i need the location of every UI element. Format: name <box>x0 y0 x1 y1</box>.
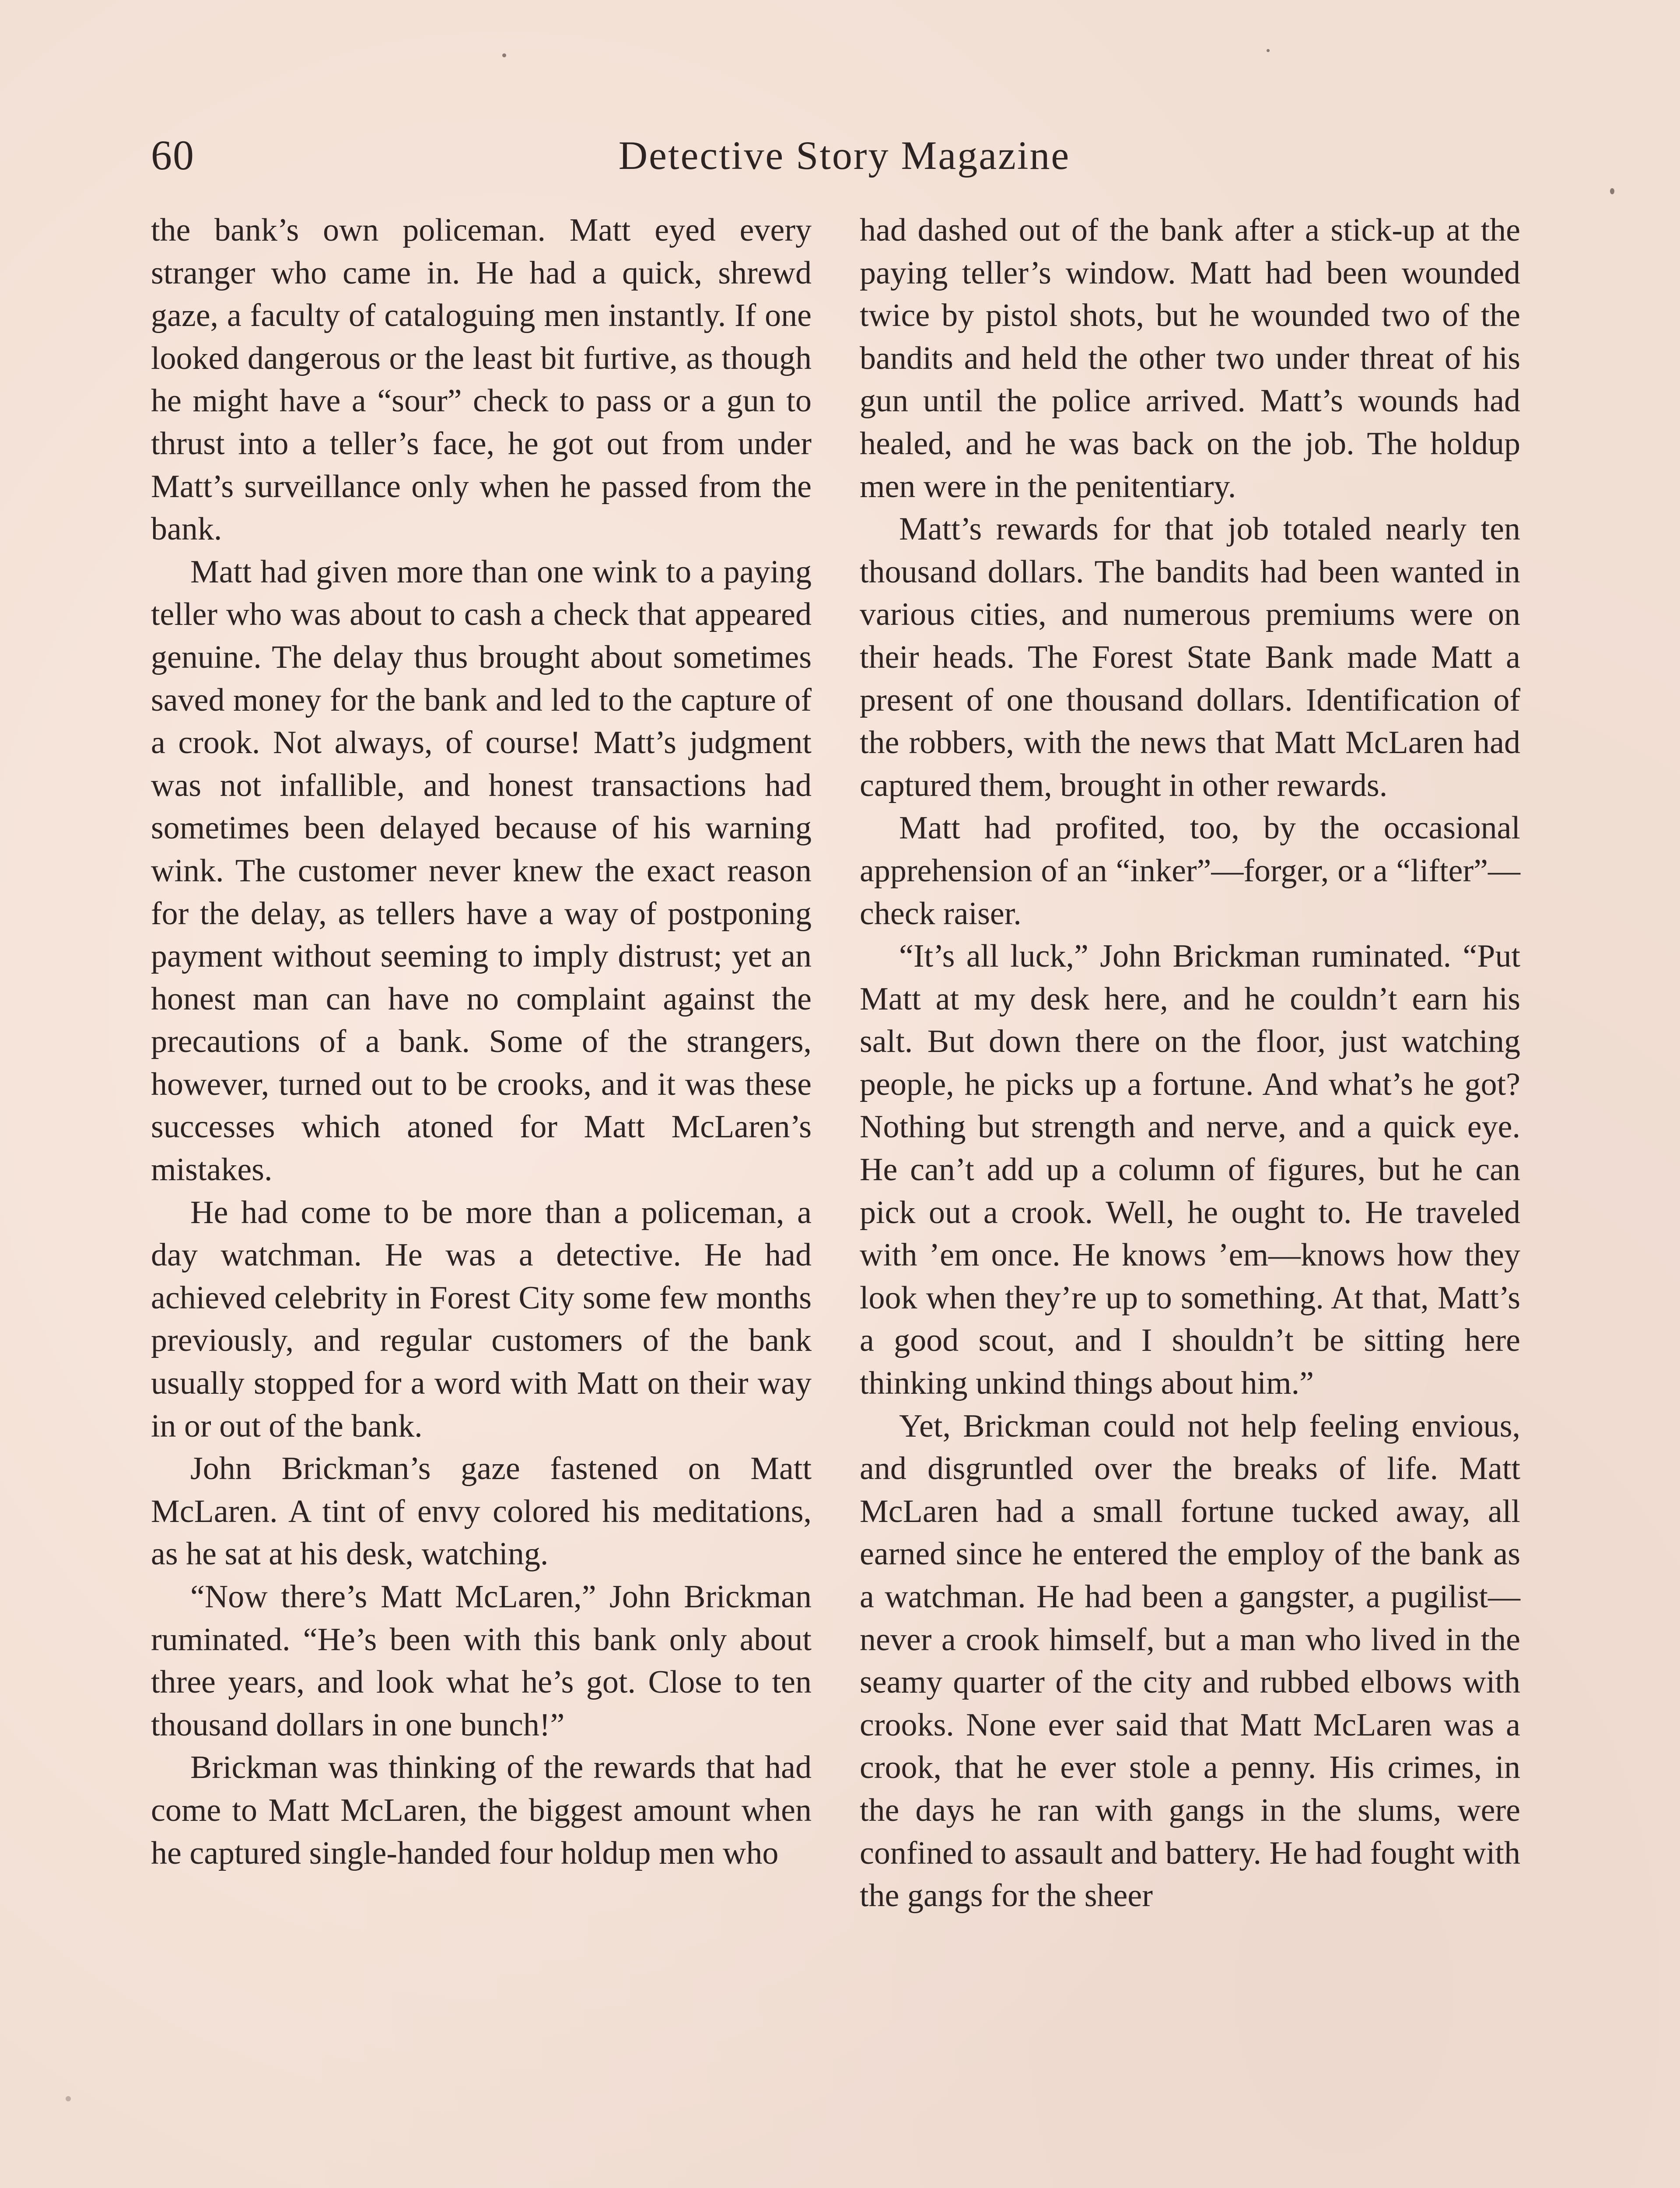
right-column <box>860 209 1520 1918</box>
paragraph: John Brickman’s gaze fastened on Matt McLaren. A tint of envy colored his meditations, as he sat at his desk, watching. <box>151 1451 812 1572</box>
paragraph: Matt had given more than one wink to a paying teller who was about to cash a check that appeared genuine. The delay thus brought about sometimes saved money for the bank and led to the capture of a crook. Not always, of course! Matt’s judgment was not infallible, and honest transactions had sometimes been delayed because of his warning wink. The customer never knew the exact reason for the delay, as tellers have a way of postponing payment without seeming to imply distrust; yet an honest man can have no complaint against the precautions of a bank. Some of the strangers, however, turned out to be crooks, and it was these successes which atoned for Matt McLaren’s mistakes. <box>151 554 812 1188</box>
paragraph: Matt’s rewards for that job totaled nearly ten thousand dollars. The bandits had been wanted in various cities, and numerous premiums were on their heads. The Forest State Bank made Matt a present of one thousand dollars. Identification of the robbers, with the news that Matt McLaren had captured them, brought in other rewards. <box>860 511 1520 803</box>
paragraph: Brickman was thinking of the rewards that had come to Matt McLaren, the biggest amount when he captured single-handed four holdup men who <box>151 1750 812 1871</box>
paragraph: He had come to be more than a policeman, a day watchman. He was a detective. He had achieved celebrity in Forest City some few months previously, and regular customers of the bank usually stopped for a word with Matt on their way in or out of the bank. <box>151 1194 812 1444</box>
page-number: 60 <box>151 132 195 179</box>
paragraph: had dashed out of the bank after a stick-up at the paying teller’s window. Matt had been wounded twice by pistol shots, but he wounded two of the bandits and held the other two under threat of his gun until the police arrived. Matt’s wounds had healed, and he was back on the job. The holdup men were in the penitentiary. <box>860 212 1520 505</box>
paper-speck <box>1610 188 1614 194</box>
paragraph: Matt had profited, too, by the occasional apprehension of an “inker”—forger, or a “lifter”—check raiser. <box>860 810 1520 932</box>
paragraph: Yet, Brickman could not help feeling envious, and disgruntled over the breaks of life. Matt McLaren had a small fortune tucked away, all earned since he entered the employ of the bank as a watchman. He had been a gangster, a pugilist—never a crook himself, but a man who lived in the seamy quarter of the city and rubbed elbows with crooks. None ever said that Matt McLaren was a crook, that he ever stole a penny. His crimes, in the days he ran with gangs in the slums, were confined to assault and battery. He had fought with the gangs for the sheer <box>860 1408 1520 1914</box>
page-header <box>151 129 1538 186</box>
paper-speck <box>1267 49 1270 52</box>
running-head: Detective Story Magazine <box>618 133 1071 178</box>
paper-speck <box>502 53 506 57</box>
paper-speck <box>66 2096 71 2101</box>
paragraph: the bank’s own policeman. Matt eyed every stranger who came in. He had a quick, shrewd gaze, a faculty of cataloguing men instantly. If one looked dangerous or the least bit furtive, as though he might have a “sour” check to pass or a gun to thrust into a teller’s face, he got out from under Matt’s surveillance only when he passed from the bank. <box>151 212 812 547</box>
paragraph: “It’s all luck,” John Brickman ruminated. “Put Matt at my desk here, and he couldn’t earn his salt. But down there on the floor, just watching people, he picks up a fortune. And what’s he got? Nothing but strength and nerve, and a quick eye. He can’t add up a column of figures, but he can pick out a crook. Well, he ought to. He traveled with ’em once. He knows ’em—knows how they look when they’re up to something. At that, Matt’s a good scout, and I shouldn’t be sitting here thinking unkind things about him.” <box>860 938 1520 1402</box>
left-column <box>151 209 812 1875</box>
paragraph: “Now there’s Matt McLaren,” John Brickman ruminated. “He’s been with this bank only about three years, and look what he’s got. Close to ten thousand dollars in one bunch!” <box>151 1579 812 1743</box>
